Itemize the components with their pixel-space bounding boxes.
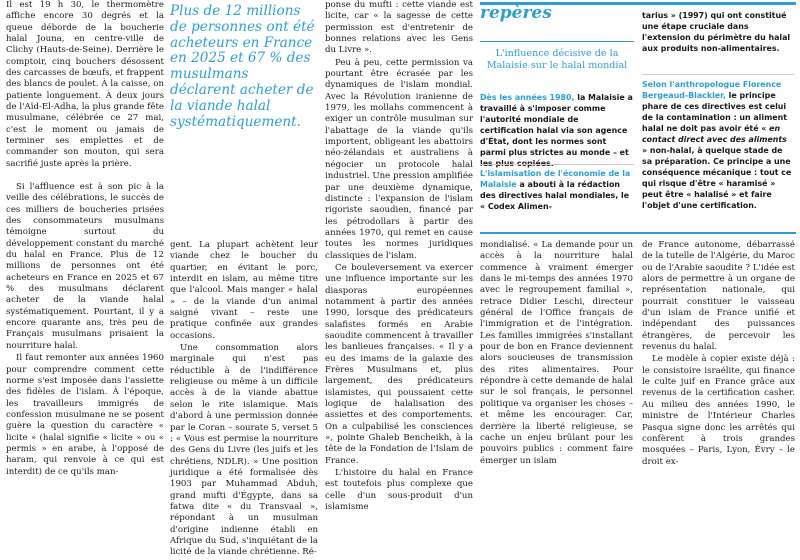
- reperes-header: [480, 0, 634, 72]
- reperes-item-1-lead: Dès les années 1980,: [480, 93, 575, 102]
- reperes-item-2-lead: L'islamisation de l'économie de la Malaisie: [480, 169, 631, 189]
- paragraph: Le modèle à copier existe déjà : le consistoire israélite, qui finance le culte juif en France grâce aux revenus de la certification casher. Au milieu des années 1990, le ministre de l'Intérieur Charles Pasqua signe donc les arrêtés qui confèrent à trois grandes mosquées – Paris, Lyon, Évry – le droit ex-: [642, 354, 795, 467]
- reperes-item-3-text: tarius » (1997) qui ont constitué une étape cruciale dans l'extension du périmètre du halal aux produits non-alimentaires.: [642, 11, 791, 53]
- column-1-bottom: [6, 182, 164, 479]
- reperes-item-4: [642, 79, 794, 211]
- pull-quote-text: Plus de 12 millions de personnes ont été acheteurs en France en 2025 et 67 % des musulmans déclarent acheter de la viande halal systématiquement.: [170, 3, 315, 130]
- reperes-divider: [480, 41, 634, 42]
- column-1-top: [6, 0, 164, 171]
- column-5: [642, 240, 795, 469]
- reperes-title: repères: [480, 3, 552, 23]
- reperes-item-4-italic: en contact direct avec des aliments: [642, 124, 787, 144]
- paragraph: ponse du mufti : cette viande est licite, car « la sagesse de cette permission est d'entretenir de bonnes relations avec les Gens du Livre ».: [325, 0, 473, 56]
- pull-quote: [170, 0, 318, 236]
- paragraph: Peu à peu, cette permission va pourtant être écrasée par les dynamiques de l'islam mondial. Avec la Révolution iranienne de 1979, les mollahs commencent à exiger un contrôle musulman sur l'abattage de la viande qu'ils importent, obligeant les abattoirs néo-zélandais et australiens à négocier un protocole halal industriel. Une pression amplifiée par une deuxième dynamique, distincte : l'expansion de l'islam rigoriste saoudien, financé par les pétrodollars à partir des années 1970, qui remet en cause toutes les normes juridiques classiques de l'islam.: [325, 57, 473, 261]
- reperes-separator: [480, 164, 634, 165]
- reperes-item-1-text: la Malaisie a travaillé à s'imposer comme l'autorité mondiale de certification halal via son agence d'État, dont les normes sont parmi plus strictes au monde – et: [480, 93, 633, 157]
- column-4: [480, 240, 633, 468]
- paragraph: Une consommation alors marginale qui n'est pas réductible à de l'indifférence religieuse ou même à un difficile accès à de la viande abattue selon le rite islamique. Mais d'abord à une permission donnée par le Coran – sourate 5, verset 5 : « Vous est permise la nourriture des Gens du Livre (les juifs et les chrétiens, NDLR). » Une position juridique a été formalisée dès 1903 par Muhammad Abduh, grand mufti d'Égypte, dans sa fatwa dite « du Transvaal », répondant à un musulman d'origine indienne établi en Afrique du Sud, s'inquiétant de la licité de la viande chrétienne. Ré-: [170, 343, 318, 558]
- paragraph: gent. La plupart achètent leur viande chez le boucher du quartier, en évitant le porc, interdit en islam, au même titre que l'alcool. Mais manger « halal » – de la viande d'un animal saigné vivant – reste une pratique confinée aux grandes occasions.: [170, 240, 318, 341]
- paragraph: de France autonome, débarrassé de la tutelle de l'Algérie, du Maroc ou de l'Arabie saoudite ? L'idée est alors de permettre à un organe de représentation nationale, qui pourrait constituer le vaisseau d'un islam de France unifié et indépendant des puissances étrangères, de percevoir les revenus du halal.: [642, 240, 795, 353]
- reperes-item-4-text-a: le principe phare de ces directives est celui de la contamination : un aliment halal ne doit pas avoir été «: [642, 91, 788, 133]
- paragraph: Ce bouleversement va exercer une influence importante sur les diasporas européennes notamment à partir des années 1990, lorsque des prédicateurs salafistes formés en Arabie saoudite commencent à travailler les banlieues françaises. « Il y a eu des imams de la galaxie des Frères Musulmans et, plus largement, des prédicateurs islamistes, qui poussaient cette logique de halalisation des assiettes et des comportements. On a culpabilisé les consciences », pointe Ghaleb Bencheikh, à la tête de la Fondation de l'Islam de France.: [325, 262, 473, 466]
- reperes-separator: [642, 74, 794, 75]
- reperes-rule-bottom: [480, 232, 796, 234]
- reperes-item-2-text: a abouti à la rédaction des directives halal mondiales, le « Codex Alimen-: [480, 180, 630, 211]
- reperes-item-3: [642, 10, 794, 54]
- reperes-item-4-lead: Selon l'anthropologue Florence Bergeaud-Blackler,: [642, 80, 782, 100]
- paragraph: Si l'affluence est à son pic à la veille des célébrations, le succès de ces milliers de boucheries prisées des consommateurs musulmans témoigne surtout du développement constant du marché du halal en France. Plus de 12 millions de personnes ont été acheteurs en France en 2025 et 67 % des musulmans déclarent acheter de la viande halal systématiquement. Pourtant, il y a encore quarante ans, très peu de Français musulmans prisaient la nourriture halal.: [6, 182, 164, 351]
- reperes-item-1: [480, 92, 634, 169]
- column-3: [325, 0, 473, 514]
- reperes-item-2: [480, 168, 634, 212]
- column-2: [170, 240, 318, 560]
- reperes-item-4-text-b: » non-halal, à quelque stade de sa préparation. Ce principe a une conséquence mécanique : tout ce qui risque d'être « haramisé » peut être « halalisé » et faire l'objet d'une certification.: [642, 146, 792, 210]
- paragraph: mondialisé. « La demande pour un accès à la nourriture halal commence à vraiment émerger dans le mi-temps des années 1970 avec le regroupement familial », retrace Didier Leschi, directeur général de l'Office français de l'immigration et de l'intégration. Les familles immigrées s'installant pour de bon en France deviennent alors soucieuses de transmission des rites alimentaires. Pour répondre à cette demande de halal sur le sol français, le personnel politique va organiser les choses – et même les encourager. Car, derrière la liberté religieuse, se cache un enjeu brûlant pour les pouvoirs publics : comment faire émerger un islam: [480, 240, 633, 466]
- paragraph-intro: Il est 19 h 30, le thermomètre affiche encore 30 degrés et la queue déborde de la boucherie halal Jouna, en centre-ville de Clichy (Hauts-de-Seine). Derrière le comptoir, cinq bouchers désossent des carcasses de bœufs, et frappent des blancs de poulet. À la caisse, on patiente longuement. À deux jours de l'Aïd-El-Adha, la plus grande fête musulmane, célébrée ce 27 mai, c'est le moment ou jamais de terminer ses emplettes et de commander son mouton, qui sera sacrifié juste après la prière.: [6, 0, 164, 169]
- reperes-subtitle: L'influence décisive de la Malaisie sur le halal mondial: [486, 48, 628, 71]
- paragraph: Il faut remonter aux années 1960 pour comprendre comment cette norme s'est imposée dans l'assiette des fidèles de l'islam. À l'époque, les travailleurs immigrés de confession musulmane ne se posent guère la question du caractère « licite » (halal signifie « licite » ou « permis » en arabe, à l'opposé de haram, qui renvoie à ce qui est interdit) de ce qu'ils man-: [6, 353, 164, 477]
- paragraph: L'histoire du halal en France est toutefois plus complexe que celle d'un sous-produit d'un islamisme: [325, 468, 473, 513]
